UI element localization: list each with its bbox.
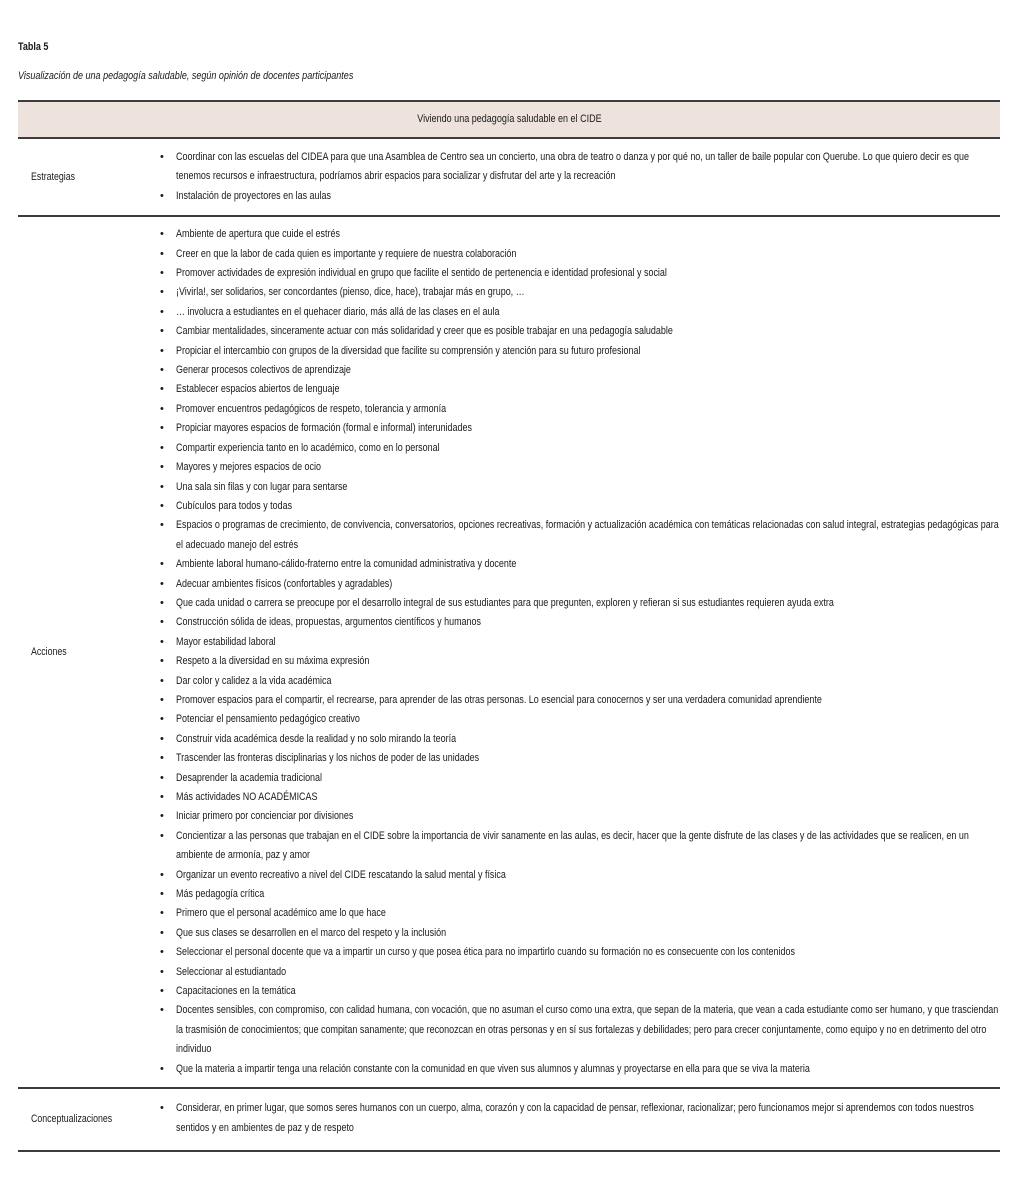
list-item-text: • Promover actividades de expresión individual en grupo que facilite el sentido de pertenencia e identidad profesional y social <box>176 267 667 280</box>
list-item <box>160 691 1023 710</box>
list-item-text: • Promover espacios para el compartir, el recrearse, para aprender de las otras personas. Lo esencial para conocernos y ser una verdadera comunidad aprendiente <box>176 693 822 706</box>
list-item <box>160 788 1023 807</box>
list-item-text: • Que cada unidad o carrera se preocupe por el desarrollo integral de sus estudiantes para que pregunten, exploren y refieran si sus estudiantes requieren ayuda extra <box>176 596 834 609</box>
list-item-text: • ¡Vivirla!, ser solidarios, ser concordantes (pienso, dice, hace), trabajar más en grupo, … <box>176 286 525 299</box>
list-item <box>160 827 1023 866</box>
table-label: Tabla 5 <box>18 41 49 53</box>
list-item <box>160 769 1023 788</box>
list-item-text: • … involucra a estudiantes en el quehacer diario, más allá de las clases en el aula <box>176 305 500 318</box>
list-item-text: • Docentes sensibles, con compromiso, con calidad humana, con vocación, que no asuman el curso como una extra, que sepan de la materia, que vean a cada estudiante como ser humano, y que trasciendan la trasmisión de conocimientos; que compitan sanamente; que reconozcan en otras personas y en sí sus fortalezas y debilidades; pero para crecer conjuntamente, como equipo y no en detrimento del otro individuo <box>176 1004 999 1056</box>
list-item <box>160 264 1023 283</box>
list-item-text: • Espacios o programas de crecimiento, de convivencia, conversatorios, opciones recreativas, formación y actualización académica con temáticas relacionadas con salud integral, estrategias pedagógicas para el adecuado manejo del estrés <box>176 519 999 551</box>
row-content <box>158 225 1023 1079</box>
list-item-text: • Más pedagogía crítica <box>176 888 265 901</box>
list-item-text: • Establecer espacios abiertos de lenguaje <box>176 383 340 396</box>
list-item-text: • Ambiente laboral humano-cálido-fraterno entre la comunidad administrativa y docente <box>176 558 517 571</box>
list-item <box>160 419 1023 438</box>
bullet-list <box>160 225 1023 1079</box>
list-item <box>160 963 1023 982</box>
list-item-text: • Organizar un evento recreativo a nivel del CIDE rescatando la salud mental y física <box>176 868 506 881</box>
table-row-conceptualizaciones <box>18 1089 1000 1152</box>
row-label-text: Conceptualizaciones <box>31 1112 113 1125</box>
list-item <box>160 283 1023 302</box>
table-header-text: Viviendo una pedagogía saludable en el CIDE <box>416 113 602 125</box>
list-item-text: • Que sus clases se desarrollen en el marco del respeto y la inclusión <box>176 926 447 939</box>
row-label-text: Estrategias <box>31 171 76 184</box>
list-item <box>160 225 1023 244</box>
list-item <box>160 148 1023 187</box>
list-item-text: • Potenciar el pensamiento pedagógico creativo <box>176 713 360 726</box>
list-item-text: • Considerar, en primer lugar, que somos seres humanos con un cuerpo, alma, corazón y con la capacidad de pensar, reflexionar, racionalizar; pero funcionamos mejor si aprendemos con todos nuestros sentidos y en ambientes de paz y de respeto <box>176 1102 974 1134</box>
list-item <box>160 361 1023 380</box>
list-item-text: • Desaprender la academia tradicional <box>176 771 323 784</box>
bullet-list <box>160 148 1023 206</box>
list-item <box>160 1001 1023 1059</box>
list-item-text: • Seleccionar al estudiantado <box>176 965 287 978</box>
table-row-estrategias <box>18 139 1000 217</box>
list-item <box>160 807 1023 826</box>
list-item-text: • Promover encuentros pedagógicos de respeto, tolerancia y armonía <box>176 402 447 415</box>
list-item-text: • Propiciar mayores espacios de formación (formal e informal) interunidades <box>176 422 472 435</box>
list-item-text: • Concientizar a las personas que trabajan en el CIDE sobre la importancia de vivir sanamente en las aulas, es decir, hacer que la gente disfrute de las clases y de las actividades que se realicen, en un ambiente de armonía, paz y amor <box>176 829 969 862</box>
list-item <box>160 943 1023 962</box>
list-item-text: • Creer en que la labor de cada quien es importante y requiere de nuestra colaboración <box>176 247 517 260</box>
list-item <box>160 633 1023 652</box>
list-item <box>160 478 1023 497</box>
list-item-text: • Construcción sólida de ideas, propuestas, argumentos científicos y humanos <box>176 616 481 629</box>
list-item-text: • Trascender las fronteras disciplinarias y los nichos de poder de las unidades <box>176 752 480 765</box>
list-item <box>160 1060 1023 1079</box>
row-label-text: Acciones <box>31 646 67 659</box>
row-label <box>18 225 158 1079</box>
list-item-text: • Primero que el personal académico ame lo que hace <box>176 907 386 920</box>
list-item <box>160 904 1023 923</box>
document <box>18 38 1000 1152</box>
list-item <box>160 187 1023 206</box>
list-item <box>160 342 1023 361</box>
list-item-text: • Capacitaciones en la temática <box>176 985 296 998</box>
list-item-text: • Generar procesos colectivos de aprendizaje <box>176 364 351 377</box>
list-item <box>160 516 1023 555</box>
list-item <box>160 400 1023 419</box>
list-item-text: • Coordinar con las escuelas del CIDEA para que una Asamblea de Centro sea un concierto, una obra de teatro o danza y por qué no, un taller de baile popular con Querube. Lo que quiero decir es que tenemos recursos e infraestructura, podríamos abrir espacios para socializar y disfrutar del arte y la recreación <box>176 151 969 183</box>
list-item <box>160 924 1023 943</box>
list-item <box>160 303 1023 322</box>
list-item-text: • Instalación de proyectores en las aulas <box>176 189 331 202</box>
table-caption: Visualización de una pedagogía saludable, según opinión de docentes participantes <box>18 70 354 82</box>
list-item-text: • Propiciar el intercambio con grupos de la diversidad que facilite su comprensión y atención para su futuro profesional <box>176 344 641 357</box>
list-item <box>160 497 1023 516</box>
list-item-text: • Iniciar primero por concienciar por divisiones <box>176 810 354 823</box>
list-item <box>160 749 1023 768</box>
list-item-text: • Que la materia a impartir tenga una relación constante con la comunidad en que viven sus alumnos y alumnas y proyectarse en ella para que se viva la materia <box>176 1062 810 1075</box>
list-item-text: • Dar color y calidez a la vida académica <box>176 674 332 687</box>
list-item-text: • Ambiente de apertura que cuide el estrés <box>176 228 340 241</box>
row-content <box>158 1099 1023 1138</box>
list-item-text: • Más actividades NO ACADÉMICAS <box>176 791 318 803</box>
table-row-acciones <box>18 217 1000 1089</box>
list-item <box>160 730 1023 749</box>
list-item-text: • Una sala sin filas y con lugar para sentarse <box>176 480 348 493</box>
table <box>18 100 1000 1152</box>
list-item <box>160 1099 1023 1138</box>
list-item-text: • Construir vida académica desde la realidad y no solo mirando la teoría <box>176 732 457 745</box>
list-item-text: • Cambiar mentalidades, sinceramente actuar con más solidaridad y creer que es posible trabajar en una pedagogía saludable <box>176 325 673 338</box>
list-item <box>160 439 1023 458</box>
list-item-text: • Mayores y mejores espacios de ocio <box>176 461 322 474</box>
list-item-text: • Cubículos para todos y todas <box>176 499 293 512</box>
list-item <box>160 458 1023 477</box>
list-item <box>160 885 1023 904</box>
list-item <box>160 710 1023 729</box>
list-item <box>160 322 1023 341</box>
list-item <box>160 575 1023 594</box>
row-content <box>158 148 1023 206</box>
list-item-text: • Respeto a la diversidad en su máxima expresión <box>176 655 370 668</box>
list-item-text: • Seleccionar el personal docente que va a impartir un curso y que posea ética para no impartirlo cuando su formación no es consecuente con los contenidos <box>176 946 795 959</box>
row-label <box>18 1099 158 1138</box>
table-header <box>18 102 1000 139</box>
list-item <box>160 652 1023 671</box>
row-label <box>18 148 158 206</box>
list-item <box>160 380 1023 399</box>
bullet-list <box>160 1099 1023 1138</box>
list-item <box>160 245 1023 264</box>
list-item-text: • Compartir experiencia tanto en lo académico, como en lo personal <box>176 441 440 454</box>
list-item-text: • Mayor estabilidad laboral <box>176 635 276 648</box>
list-item-text: • Adecuar ambientes físicos (confortables y agradables) <box>176 577 393 590</box>
list-item <box>160 613 1023 632</box>
list-item <box>160 555 1023 574</box>
list-item <box>160 672 1023 691</box>
list-item <box>160 594 1023 613</box>
list-item <box>160 866 1023 885</box>
list-item <box>160 982 1023 1001</box>
